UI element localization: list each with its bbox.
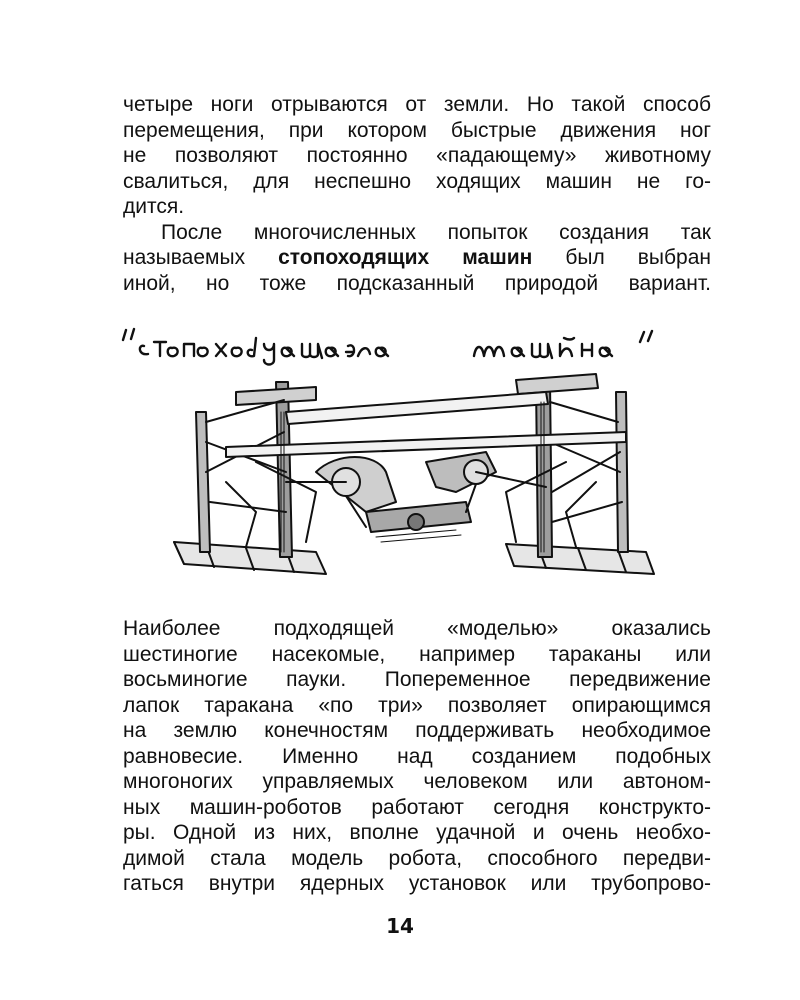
text-line: восьминогие пауки. Попеременное передвижение xyxy=(123,668,711,691)
text-line: шестиногие насекомые, например тараканы или xyxy=(123,642,711,666)
text-line: равновесие. Именно над созданием подобных xyxy=(123,744,711,768)
text-line: ных машин-роботов работают сегодня конструкто- xyxy=(123,795,711,819)
text-line: свалиться, для неспешно ходящих машин не го- xyxy=(123,169,711,193)
text-line: ры. Одной из них, вполне удачной и очень необхо- xyxy=(123,821,711,844)
walking-machine-figure xyxy=(118,312,703,600)
text-fragment: называемых xyxy=(123,246,279,269)
text-line: иной, но тоже подсказанный природой вариант. xyxy=(123,271,711,295)
text-line: четыре ноги отрываются от земли. Но такой способ xyxy=(123,93,711,116)
page-number: 14 xyxy=(386,914,414,938)
text-line: Наиболее подходящей «моделью» оказались xyxy=(123,617,711,640)
text-line: дится. xyxy=(123,195,185,218)
text-line: перемещения, при котором быстрые движения ног xyxy=(123,118,711,142)
text-fragment: был выбран xyxy=(532,246,711,269)
text-line-with-emphasis xyxy=(123,245,711,271)
walking-machine-drawing xyxy=(166,352,666,602)
bottom-text xyxy=(123,616,711,897)
text-line: многоногих управляемых человеком или автоном- xyxy=(123,770,711,793)
text-line: После многочисленных попыток создания так xyxy=(161,220,711,244)
text-line: димой стала модель робота, способного передви- xyxy=(123,846,711,870)
top-text xyxy=(123,92,711,296)
text-line: лапок таракана «по три» позволяет опирающимся xyxy=(123,693,711,717)
text-line: не позволяют постоянно «падающему» животному xyxy=(123,144,711,167)
text-line: на землю конечностям поддерживать необходимое xyxy=(123,719,711,742)
text-line: гаться внутри ядерных установок или трубопрово- xyxy=(123,872,711,895)
bold-term: стопоходящих машин xyxy=(278,246,533,269)
